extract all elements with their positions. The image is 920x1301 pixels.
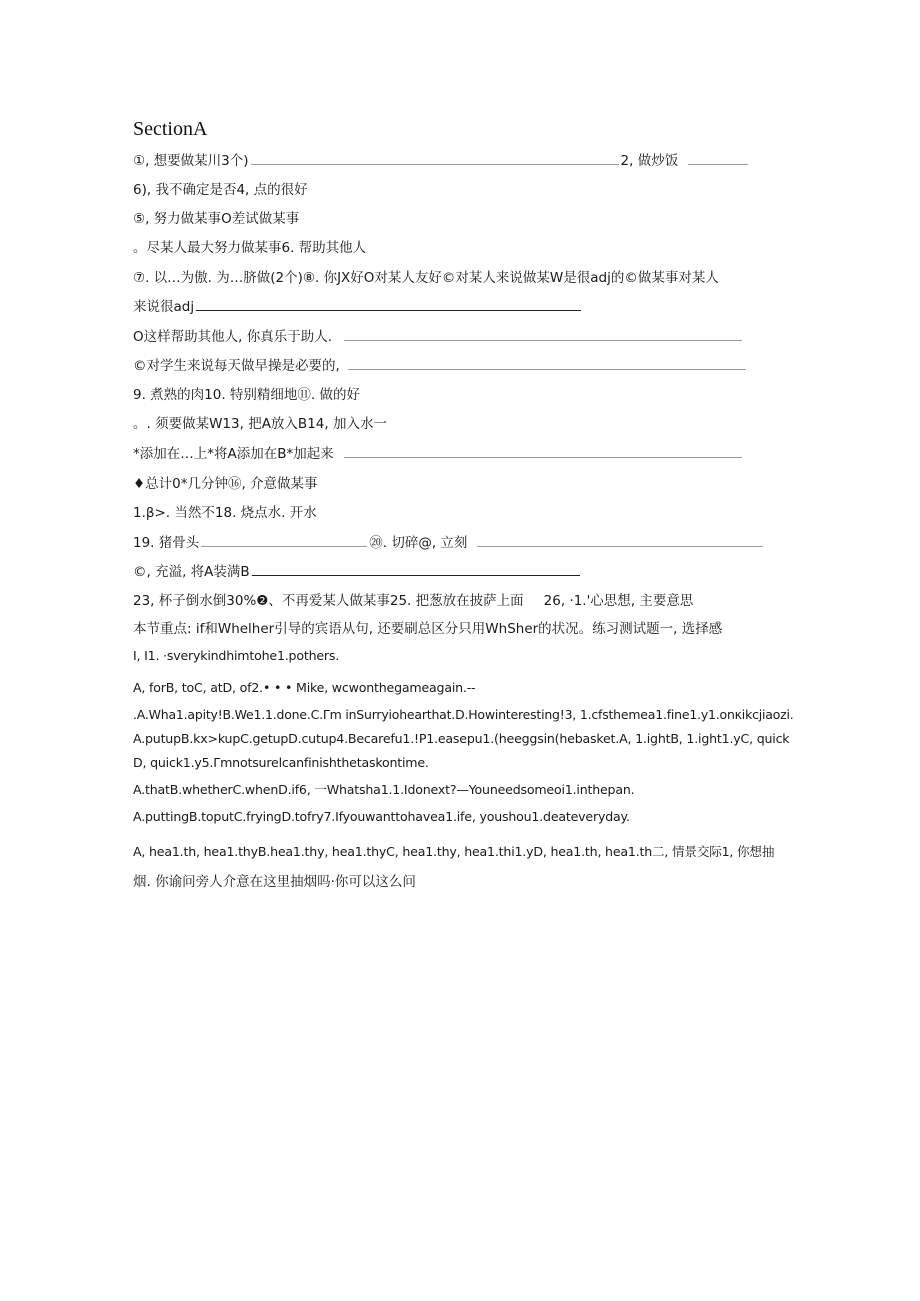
text-line: *添加在…上*将A添加在B*加起来: [133, 444, 744, 464]
text-line: A.puttingB.toputC.fryingD.tofry7.Ifyouwanttohavea1.ife, youshou1.deateveryday.: [133, 809, 630, 824]
text-line: A, hea1.th, hea1.thyB.hea1.thy, hea1.thyC, hea1.thy, hea1.thi1.yD, hea1.th, hea1.th二, 情景交际1, 你想抽: [133, 844, 775, 859]
answer-blank: [344, 327, 742, 341]
text-line: A.putupB.kx>kupC.getupD.cutup4.Becarefu1.!P1.easepu1.(heeggsin(hebasket.A, 1.ightB, 1.ight1.yC, quick: [133, 731, 790, 746]
text-line: A, forB, toC, atD, of2.• • • Mike, wcwonthegameagain.--: [133, 680, 476, 695]
text-line: O这样帮助其他人, 你真乐于助人.: [133, 327, 744, 347]
answer-blank: [196, 297, 581, 311]
answer-blank: [344, 444, 742, 458]
text-line: 来说很adj: [133, 297, 583, 317]
text-line: ⑦. 以…为傲. 为…脐做(2个)⑧. 你JX好O对某人友好©对某人来说做某W是很adj的©做某事对某人: [133, 270, 719, 286]
text-line: ♦总计0*几分钟⑯, 介意做某事: [133, 476, 318, 492]
text-line: .A.Wha1.apity!B.We1.1.done.C.Γm inSurryiohearthat.D.Howinteresting!3, 1.cfsthemea1.fine1.y1.onκikcjiaozi.: [133, 707, 794, 722]
text-line: 23, 杯子倒水倒30%❷、不再爱某人做某事25. 把葱放在披萨上面 26, ·1.'心思想, 主要意思: [133, 593, 694, 609]
answer-blank: [251, 151, 619, 165]
text-line: 9. 煮熟的肉10. 特别精细地⑪. 做的好: [133, 387, 361, 403]
text-line: 。. 须要做某W13, 把A放入B14, 加入水一: [133, 416, 387, 432]
text-line: ©, 充溢, 将A装满B: [133, 562, 582, 582]
text-line: D, quick1.y5.Γmnotsurelcanfinishthetaskontime.: [133, 755, 429, 770]
answer-blank: [201, 533, 367, 547]
text-line: ⑤, 努力做某事O差试做某事: [133, 211, 300, 227]
answer-blank: [252, 562, 580, 576]
text-line: ①, 想要做某川3个) 2, 做炒饭: [133, 151, 750, 171]
answer-blank: [477, 533, 763, 547]
text-line: 19. 猪骨头 ⑳. 切碎@, 立刻: [133, 533, 765, 553]
section-title: SectionA: [133, 118, 208, 140]
text-line: 6), 我不确定是否4, 点的很好: [133, 182, 308, 198]
text-line: 1.β>. 当然不18. 烧点水. 开水: [133, 505, 317, 521]
text-line: 。尽某人最大努力做某事6. 帮助其他人: [133, 240, 367, 256]
answer-blank: [688, 151, 748, 165]
text-line: I, I1. ·sverykindhimtohe1.pothers.: [133, 648, 340, 663]
text-line: ©对学生来说每天做早操是必要的,: [133, 356, 748, 376]
text-line: 本节重点: if和Whelher引导的宾语从句, 还要刷总区分只用WhSher的状况。练习测试题一, 选择感: [133, 621, 723, 637]
answer-blank: [348, 356, 746, 370]
text-line: A.thatB.whetherC.whenD.if6, 一Whatsha1.1.Idonext?—Youneedsomeoi1.inthepan.: [133, 782, 635, 797]
text-line: 烟. 你谕问旁人介意在这里抽烟吗·你可以这么问: [133, 874, 416, 890]
